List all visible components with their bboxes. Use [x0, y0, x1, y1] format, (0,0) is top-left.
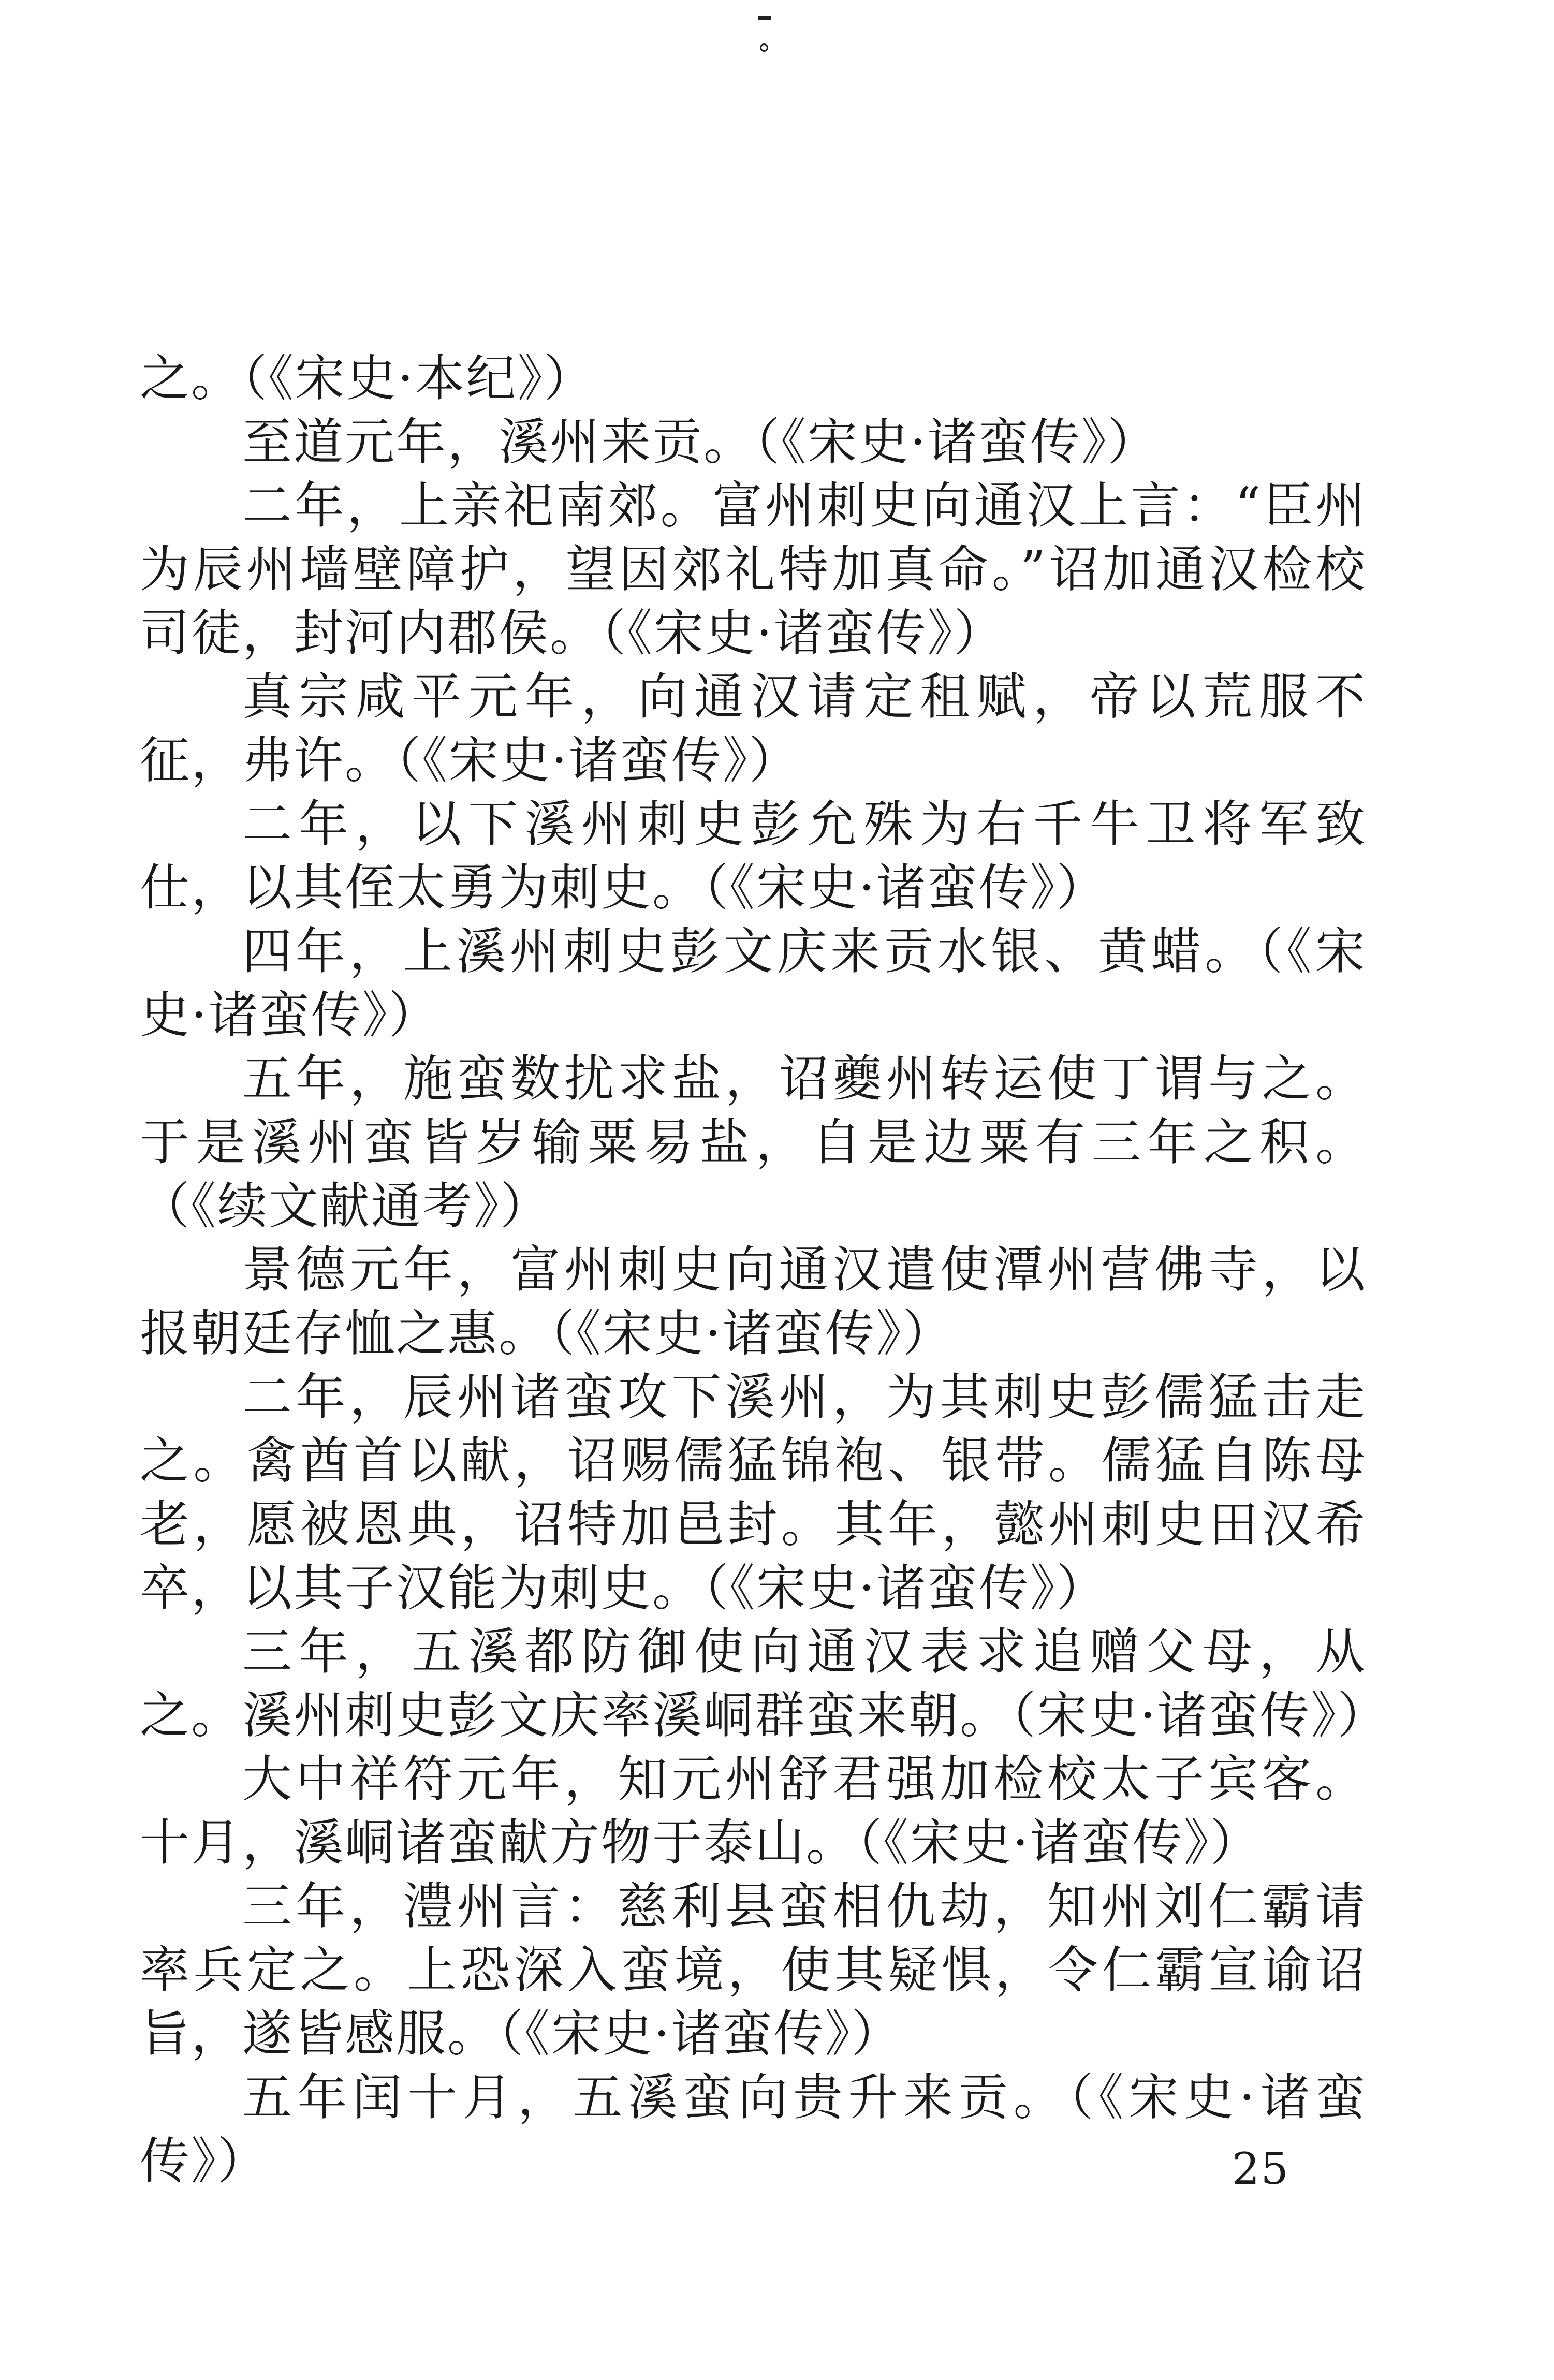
paragraph: 三年，五溪都防御使向通汉表求追赠父母，从之。溪州刺史彭文庆率溪峒群蛮来朝。（宋史·诸蛮传》）	[140, 1623, 1389, 1744]
page-number: 25	[1232, 2143, 1289, 2194]
paragraph: 二年，以下溪州刺史彭允殊为右千牛卫将军致仕，以其侄太勇为刺史。（《宋史·诸蛮传》）	[140, 795, 1367, 917]
paragraph: 至道元年，溪州来贡。（《宋史·诸蛮传》）	[242, 413, 1159, 471]
paragraph: 四年，上溪州刺史彭文庆来贡水银、黄蜡。（《宋史·诸蛮传》）	[140, 922, 1367, 1044]
paragraph: 真宗咸平元年，向通汉请定租赋，帝以荒服不征，弗许。（《宋史·诸蛮传》）	[140, 668, 1367, 789]
paragraph: 五年，施蛮数扰求盐，诏夔州转运使丁谓与之。于是溪州蛮皆岁输粟易盐，自是边粟有三年之积。（《续文献通考》）	[140, 1050, 1367, 1235]
paragraph: 二年，上亲祀南郊。富州刺史向通汉上言：“臣州为辰州墙壁障护，望因郊礼特加真命。”诏加通汉检校司徒，封河内郡侯。（《宋史·诸蛮传》）	[140, 477, 1367, 662]
paragraph: 三年，澧州言：慈利县蛮相仇劫，知州刘仁霸请率兵定之。上恐深入蛮境，使其疑惧，令仁霸宣谕诏旨，遂皆感服。（《宋史·诸蛮传》）	[140, 1877, 1367, 2063]
top-dot-mark	[760, 43, 768, 52]
top-mark	[757, 10, 772, 57]
paragraph: 景德元年，富州刺史向通汉遣使潭州营佛寺，以报朝廷存恤之惠。（《宋史·诸蛮传》）	[140, 1241, 1367, 1362]
body-text	[140, 347, 1389, 2193]
top-dash-mark	[758, 16, 771, 20]
paragraph: 之。（《宋史·本纪》）	[140, 349, 595, 407]
paragraph: 二年，辰州诸蛮攻下溪州，为其刺史彭儒猛击走之。禽酋首以献，诏赐儒猛锦袍、银带。儒猛自陈母老，愿被恩典，诏特加邑封。其年，懿州刺史田汉希卒，以其子汉能为刺史。（《宋史·诸蛮传》）	[140, 1368, 1367, 1617]
paragraph: 五年闰十月，五溪蛮向贵升来贡。（《宋史·诸蛮传》）	[140, 2068, 1367, 2190]
paragraph: 大中祥符元年，知元州舒君强加检校太子宾客。十月，溪峒诸蛮献方物于泰山。（《宋史·诸蛮传》）	[140, 1750, 1367, 1872]
